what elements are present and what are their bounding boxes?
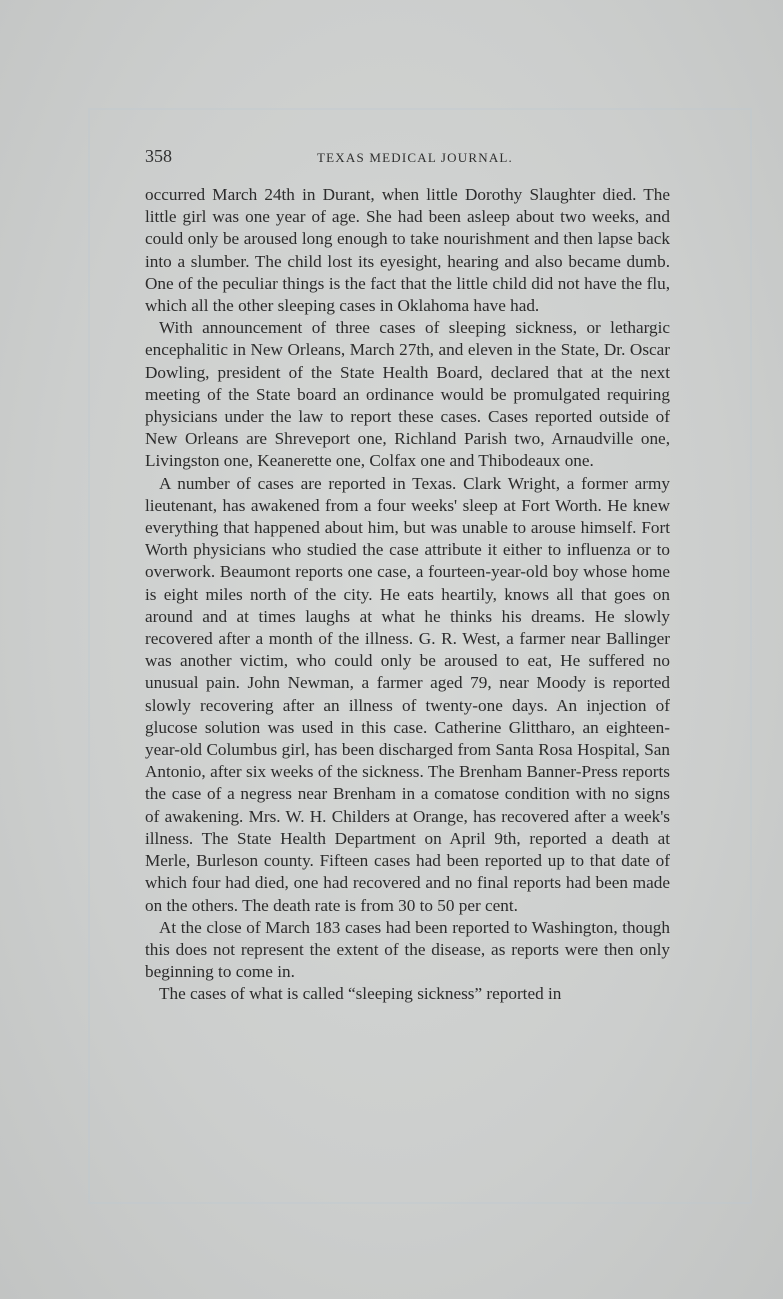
running-title: TEXAS MEDICAL JOURNAL. [317, 150, 513, 165]
paragraph-3: A number of cases are reported in Texas. Clark Wright, a former army lieutenant, has awakened from a four weeks' sleep at Fort Worth. He knew everything that happened about him, but was unable to arouse himself. Fort Worth physicians who studied the case attribute it either to influenza or to overwork. Beaumont reports one case, a fourteen-year-old boy whose home is eight miles north of the city. He eats heartily, knows all that goes on around and at times laughs at what he thinks his dreams. He slowly recovered after a month of the illness. G. R. West, a farmer near Ballinger was another victim, who could only be aroused to eat, He suffered no unusual pain. John Newman, a farmer aged 79, near Moody is reported slowly recovering after an illness of twenty-one days. An injection of glucose solution was used in this case. Catherine Glittharo, an eighteen-year-old Columbus girl, has been discharged from Santa Rosa Hospital, San Antonio, after six weeks of the sickness. The Brenham Banner-Press reports the case of a negress near Brenham in a comatose condition with no signs of awakening. Mrs. W. H. Childers at Orange, has recovered after a week's illness. The State Health Department on April 9th, reported a death at Merle, Burleson county. Fifteen cases had been reported up to that date of which four had died, one had recovered and no final reports had been made on the others. The death rate is from 30 to 50 per cent. [145, 473, 670, 915]
paragraph-1: occurred March 24th in Durant, when little Dorothy Slaughter died. The little girl was one year of age. She had been asleep about two weeks, and could only be aroused long enough to take nourishment and then lapse back into a slumber. The child lost its eyesight, hearing and also became dumb. One of the peculiar things is the fact that the little child did not have the flu, which all the other sleeping cases in Oklahoma have had. [145, 185, 670, 316]
page-number: 358 [145, 146, 172, 166]
paragraph-2: With announcement of three cases of sleeping sickness, or lethargic encephalitic in New Orleans, March 27th, and eleven in the State, Dr. Oscar Dowling, president of the State Health Board, declared that at the next meeting of the State board an ordinance would be promulgated requiring physicians under the law to report these cases. Cases reported outside of New Orleans are Shreveport one, Richland Parish two, Arnaudville one, Livingston one, Keanerette one, Colfax one and Thibodeaux one. [145, 318, 670, 471]
paragraph-4: At the close of March 183 cases had been reported to Washington, though this does not represent the extent of the disease, as reports were then only beginning to come in. [145, 917, 670, 982]
page-header [145, 144, 675, 170]
article-body [145, 184, 670, 1006]
paragraph-5: The cases of what is called “sleeping sickness” reported in [159, 984, 562, 1004]
